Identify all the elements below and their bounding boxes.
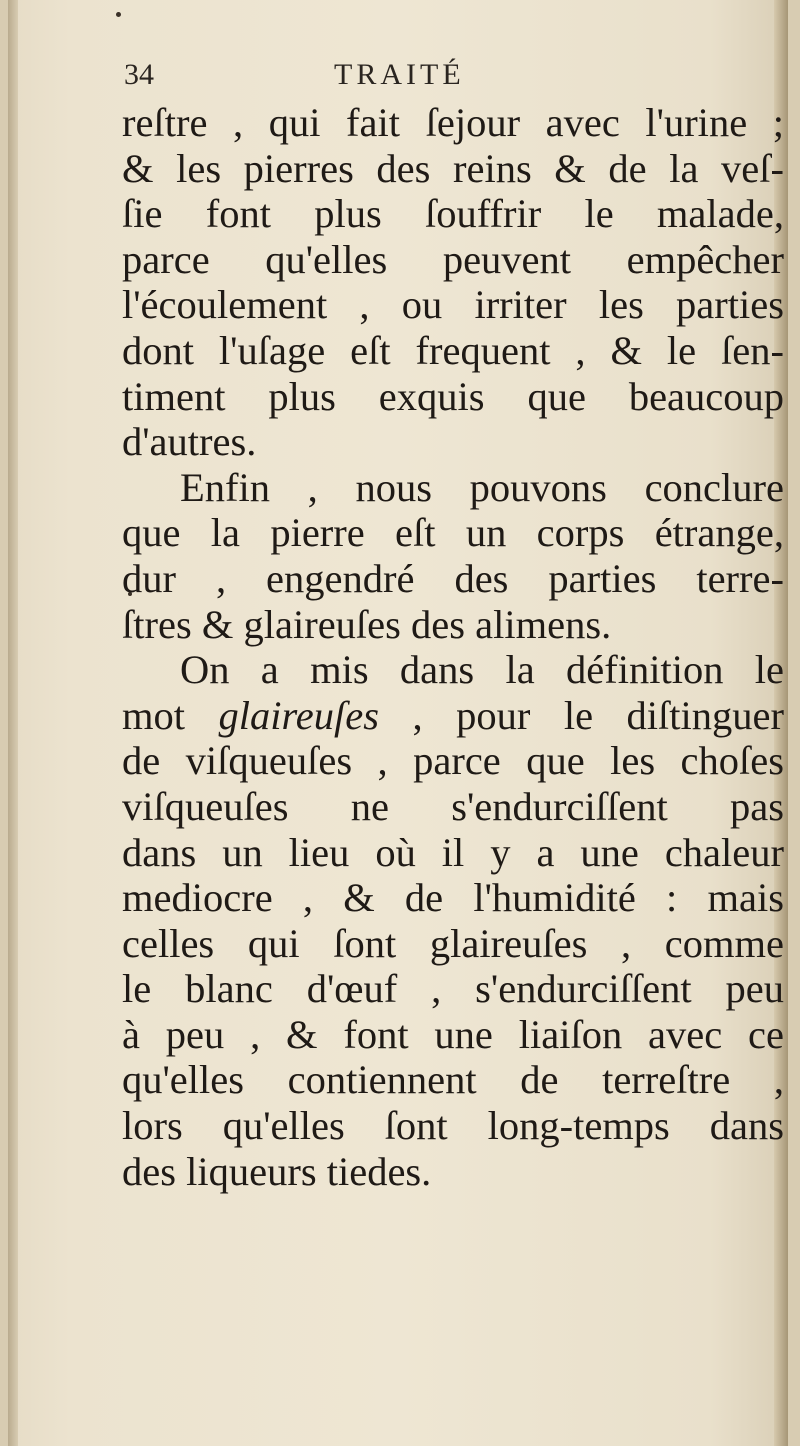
text-line: dans un lieu où il y a une chaleur — [122, 829, 784, 875]
text-line: timent plus exquis que beaucoup — [122, 373, 784, 419]
italic-term: glaireuſes — [218, 692, 379, 738]
text-line: à peu , & font une liaiſon avec ce — [122, 1011, 784, 1057]
book-page — [8, 0, 788, 1446]
text-line: Enfin , nous pouvons conclure — [180, 464, 784, 510]
text-line: & les pierres des reins & de la veſ- — [122, 145, 784, 191]
text-line: reſtre , qui fait ſejour avec l'urine ; — [122, 100, 784, 145]
running-head: TRAITÉ — [334, 58, 465, 91]
page-header — [124, 58, 704, 98]
text-segment: , pour le diſtinguer — [412, 692, 785, 738]
text-line: parce qu'elles peuvent empêcher — [122, 236, 784, 282]
text-line: que la pierre eſt un corps étrange, — [122, 510, 784, 556]
text-line: celles qui ſont glaireuſes , comme — [122, 920, 784, 966]
text-line: dur , engendré des parties terre- — [122, 555, 784, 601]
text-line: dont l'uſage eſt frequent , & le ſen- — [122, 327, 784, 373]
text-line: viſqueuſes ne s'endurciſſent pas — [122, 783, 784, 829]
text-line: lors qu'elles ſont long-temps dans — [122, 1103, 784, 1149]
text-line: ſie font plus ſouffrir le malade, — [122, 191, 784, 237]
text-line: le blanc d'œuf , s'endurciſſent peu — [122, 966, 784, 1012]
text-line: d'autres. — [122, 419, 257, 465]
text-line: qu'elles contiennent de terreſtre , — [122, 1057, 784, 1103]
body-text — [122, 100, 784, 1194]
page-number: 34 — [124, 58, 154, 91]
text-segment: mot — [122, 692, 186, 738]
page-gutter-shadow — [8, 0, 18, 1446]
text-line: On a mis dans la définition le — [180, 647, 784, 693]
text-line: de viſqueuſes , parce que les choſes — [122, 738, 784, 784]
text-line-mixed — [122, 693, 784, 739]
text-line: des liqueurs tiedes. — [122, 1148, 432, 1194]
text-line: mediocre , & de l'humidité : mais — [122, 875, 784, 921]
text-line: l'écoulement , ou irriter les parties — [122, 282, 784, 328]
ink-speck — [116, 12, 121, 17]
text-line: ſtres & glaireuſes des alimens. — [122, 601, 612, 647]
